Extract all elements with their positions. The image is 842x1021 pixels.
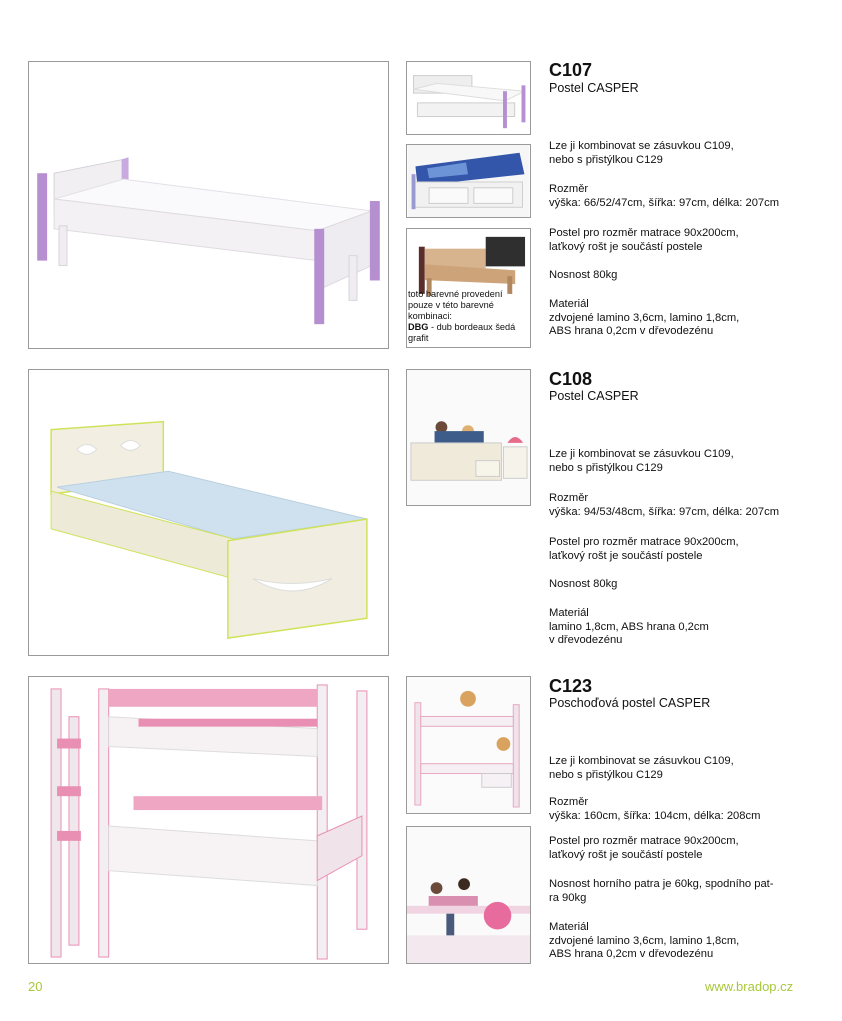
size-info [549, 183, 829, 210]
capacity-info [549, 878, 829, 905]
c123-kids-photo-1 [406, 676, 531, 814]
capacity-info [549, 578, 829, 592]
text-line: ra 90kg [549, 891, 587, 904]
text-line: Lze ji kombinovat se zásuvkou C109, [549, 448, 734, 460]
mattress-info [549, 227, 829, 254]
text-line: lamino 1,8cm, ABS hrana 0,2cm [549, 620, 709, 633]
combo-info [549, 140, 829, 167]
note-line: pouze v této barevné [408, 300, 494, 310]
text-line: nebo s přistýlkou C129 [549, 461, 663, 474]
text-line: Rozměr [549, 492, 589, 504]
material-info [549, 921, 829, 962]
bed-with-drawer-illustration [407, 62, 530, 134]
text-line: ABS hrana 0,2cm v dřevodezénu [549, 325, 714, 337]
text-line: Lze ji kombinovat se zásuvkou C109, [549, 140, 734, 152]
cream-single-bed-illustration [29, 370, 388, 655]
cream-bed-with-kids-illustration [407, 370, 530, 505]
size-info [549, 492, 829, 519]
text-line: laťkový rošt je součástí postele [549, 549, 703, 562]
text-line: Postel pro rozměr matrace 90x200cm, [549, 536, 739, 548]
material-info [549, 298, 829, 339]
mattress-info [549, 835, 829, 862]
text-line: zdvojené lamino 3,6cm, lamino 1,8cm, [549, 311, 740, 324]
text-line: Nosnost 80kg [549, 578, 618, 590]
note-code-line [408, 322, 532, 333]
product-code: C123 [549, 676, 593, 696]
text-line: nebo s přistýlkou C129 [549, 153, 663, 166]
combo-info [549, 755, 829, 782]
text-line: v dřevodezénu [549, 634, 623, 646]
text-line: zdvojené lamino 3,6cm, lamino 1,8cm, [549, 934, 740, 947]
color-variant-note [408, 289, 532, 344]
c107-kid-bed-photo [406, 144, 531, 218]
c108-main-photo [28, 369, 389, 656]
c107-main-photo [28, 61, 389, 349]
product-name: Postel CASPER [549, 389, 639, 403]
pink-bunk-bed-illustration [29, 677, 388, 963]
material-info [549, 607, 829, 648]
text-line: Nosnost horního patra je 60kg, spodního pat- [549, 878, 774, 890]
text-line: Postel pro rozměr matrace 90x200cm, [549, 835, 739, 847]
text-line: Materiál [549, 921, 589, 933]
c123-kids-photo-2 [406, 826, 531, 964]
note-line: kombinaci: [408, 311, 452, 321]
page-number: 20 [28, 979, 43, 994]
product-name: Postel CASPER [549, 81, 639, 95]
text-line: Rozměr [549, 796, 589, 808]
text-line: výška: 160cm, šířka: 104cm, délka: 208cm [549, 809, 761, 822]
text-line: výška: 66/52/47cm, šířka: 97cm, délka: 207cm [549, 196, 780, 209]
bed-with-blue-bedding-illustration [407, 145, 530, 217]
product-name: Poschoďová postel CASPER [549, 696, 711, 710]
c123-main-photo [28, 676, 389, 964]
text-line: laťkový rošt je součástí postele [549, 240, 703, 253]
c108-kid-bed-photo [406, 369, 531, 506]
text-line: Nosnost 80kg [549, 269, 618, 281]
bunk-bed-with-dolls-illustration [407, 677, 530, 813]
text-line: laťkový rošt je součástí postele [549, 848, 703, 861]
text-line: nebo s přistýlkou C129 [549, 768, 663, 781]
website-link[interactable]: www.bradop.cz [705, 979, 794, 994]
text-line: Rozměr [549, 183, 589, 195]
text-line: Postel pro rozměr matrace 90x200cm, [549, 227, 739, 239]
size-info [549, 796, 829, 823]
note-line: grafit [408, 333, 429, 343]
white-single-bed-illustration [29, 62, 388, 348]
mattress-info [549, 536, 829, 563]
capacity-info [549, 269, 829, 283]
text-line: Materiál [549, 607, 589, 619]
text-line: Materiál [549, 298, 589, 310]
combo-info [549, 448, 829, 475]
text-line: ABS hrana 0,2cm v dřevodezénu [549, 948, 714, 960]
note-code: DBG [408, 322, 429, 332]
c107-drawer-photo [406, 61, 531, 135]
kids-on-bunk-bed-illustration [407, 827, 530, 963]
note-code-desc: - dub bordeaux šedá [428, 322, 516, 332]
note-line: toto barevné provedení [408, 289, 503, 299]
text-line: Lze ji kombinovat se zásuvkou C109, [549, 755, 734, 767]
product-code: C107 [549, 60, 593, 80]
text-line: výška: 94/53/48cm, šířka: 97cm, délka: 207cm [549, 505, 780, 518]
product-code: C108 [549, 369, 593, 389]
